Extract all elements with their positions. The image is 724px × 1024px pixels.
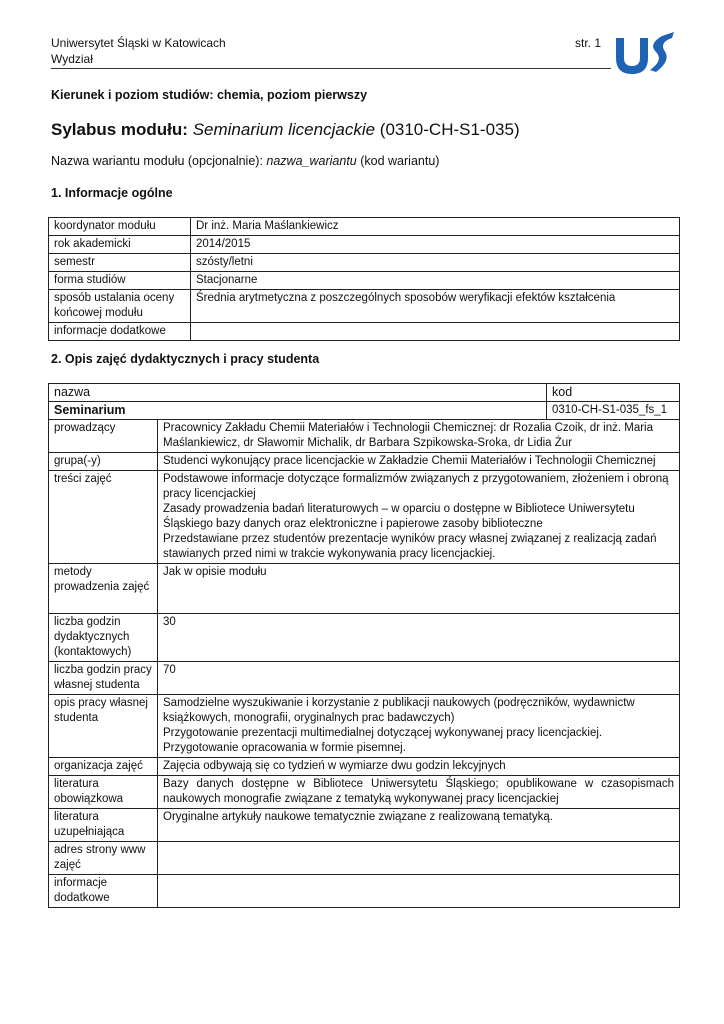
- table-row: [49, 290, 680, 323]
- variant-code: (kod wariantu): [360, 154, 440, 168]
- table-row: [49, 614, 680, 662]
- row-key: adres strony www zajęć: [49, 842, 158, 875]
- module-code: (0310-CH-S1-035): [379, 120, 520, 139]
- table-row: [49, 272, 680, 290]
- study-field: Kierunek i poziom studiów: chemia, poziom pierwszy: [51, 88, 368, 102]
- row-value: Bazy danych dostępne w Bibliotece Uniwersytetu Śląskiego; opublikowane w czasopismach naukowych monografie związane z tematyką wykonywanej pracy licencjackiej: [158, 776, 680, 809]
- row-value: [158, 842, 680, 875]
- variant-line: [51, 154, 439, 168]
- header-rule: [51, 68, 611, 69]
- row-value: [158, 875, 680, 908]
- class-code: 0310-CH-S1-035_fs_1: [547, 402, 680, 420]
- row-key: informacje dodatkowe: [49, 875, 158, 908]
- row-value: [158, 695, 680, 758]
- row-key: liczba godzin pracy własnej studenta: [49, 662, 158, 695]
- info-key: semestr: [49, 254, 191, 272]
- table-row: [49, 758, 680, 776]
- work-item: Przygotowanie prezentacji multimedialnej dotyczącej wykonywanej pracy licencjackiej.: [163, 727, 603, 739]
- row-key: literatura obowiązkowa: [49, 776, 158, 809]
- work-item: Przygotowanie opracowania w formie pisemnej.: [163, 742, 406, 754]
- table-row: [49, 453, 680, 471]
- row-value: 70: [158, 662, 680, 695]
- row-key: metody prowadzenia zajęć: [49, 564, 158, 614]
- content-item: Zasady prowadzenia badań literaturowych – w oparciu o dostępne w Bibliotece Uniwersytetu Śląskiego bazy danych oraz elektroniczne i papierowe zasoby biblioteczne: [163, 503, 635, 530]
- info-key: sposób ustalania oceny końcowej modułu: [49, 290, 191, 323]
- work-item: Samodzielne wyszukiwanie i korzystanie z publikacji naukowych (podręczników, wydawnictw książkowych, monografii, oryginalnych prac badawczych): [163, 697, 635, 724]
- section-2-title: 2. Opis zajęć dydaktycznych i pracy studenta: [51, 352, 320, 366]
- row-key: liczba godzin dydaktycznych (kontaktowych): [49, 614, 158, 662]
- info-value: [191, 323, 680, 341]
- table-row: [49, 471, 680, 564]
- row-key: literatura uzupełniająca: [49, 809, 158, 842]
- row-value: 30: [158, 614, 680, 662]
- table-row: [49, 236, 680, 254]
- class-name: Seminarium: [49, 402, 547, 420]
- info-key: forma studiów: [49, 272, 191, 290]
- table-row: [49, 254, 680, 272]
- table-row: [49, 875, 680, 908]
- section-1-title: 1. Informacje ogólne: [51, 186, 173, 200]
- info-value: szósty/letni: [191, 254, 680, 272]
- row-value: Studenci wykonujący prace licencjackie w Zakładzie Chemii Materiałów i Technologii Chemicznej: [158, 453, 680, 471]
- table-row: [49, 842, 680, 875]
- info-value: Dr inż. Maria Maślankiewicz: [191, 218, 680, 236]
- header-page-number: str. 1: [575, 36, 602, 50]
- table-row: [49, 384, 680, 402]
- table-row: [49, 323, 680, 341]
- table-row: [49, 809, 680, 842]
- row-value: Oryginalne artykuły naukowe tematycznie związane z realizowaną tematyką.: [158, 809, 680, 842]
- row-value: Pracownicy Zakładu Chemii Materiałów i Technologii Chemicznej: dr Rozalia Czoik, dr inż. Maria Maślankiewicz, dr Sławomir Michalik, dr Barbara Szpikowska-Sroka, dr Lidia Żur: [158, 420, 680, 453]
- table-row: [49, 218, 680, 236]
- row-value: Zajęcia odbywają się co tydzień w wymiarze dwu godzin lekcyjnych: [158, 758, 680, 776]
- variant-name: nazwa_wariantu: [266, 154, 357, 168]
- row-key: organizacja zajęć: [49, 758, 158, 776]
- head-kod: kod: [547, 384, 680, 402]
- table-row: [49, 420, 680, 453]
- module-name: Seminarium licencjackie: [192, 120, 376, 139]
- university-logo-icon: [612, 30, 676, 76]
- row-key: grupa(-y): [49, 453, 158, 471]
- variant-prefix: Nazwa wariantu modułu (opcjonalnie):: [51, 154, 263, 168]
- table-row: [49, 695, 680, 758]
- row-key: prowadzący: [49, 420, 158, 453]
- row-key: opis pracy własnej studenta: [49, 695, 158, 758]
- row-key: treści zajęć: [49, 471, 158, 564]
- head-nazwa: nazwa: [49, 384, 547, 402]
- row-value: [158, 471, 680, 564]
- table-row: [49, 662, 680, 695]
- syllabus-title-prefix: Sylabus modułu:: [51, 120, 188, 139]
- header-faculty: Wydział: [51, 52, 93, 66]
- table-row: [49, 402, 680, 420]
- table-row: [49, 564, 680, 614]
- classes-description-table: [48, 383, 680, 908]
- syllabus-title: [51, 120, 520, 140]
- info-key: rok akademicki: [49, 236, 191, 254]
- general-info-table: [48, 217, 680, 341]
- info-key: koordynator modułu: [49, 218, 191, 236]
- content-item: Przedstawiane przez studentów prezentacje wyników pracy własnej związanej z realizacją zadań stawianych przed nimi w trakcie wykonywania pracy licencjackiej.: [163, 533, 657, 560]
- header-university: Uniwersytet Śląski w Katowicach: [51, 36, 226, 50]
- info-value: Stacjonarne: [191, 272, 680, 290]
- info-value: 2014/2015: [191, 236, 680, 254]
- row-value: Jak w opisie modułu: [158, 564, 680, 614]
- table-row: [49, 776, 680, 809]
- info-key: informacje dodatkowe: [49, 323, 191, 341]
- info-value: Średnia arytmetyczna z poszczególnych sposobów weryfikacji efektów kształcenia: [191, 290, 680, 323]
- content-item: Podstawowe informacje dotyczące formalizmów związanych z przygotowaniem, złożeniem i obroną pracy licencjackiej: [163, 473, 669, 500]
